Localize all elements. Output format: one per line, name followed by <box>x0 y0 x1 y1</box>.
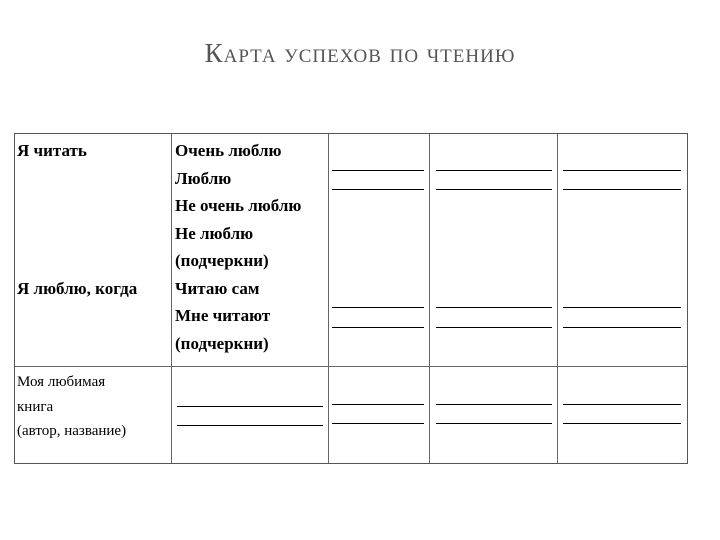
option-not-very-like: Не очень люблю <box>175 196 302 215</box>
answer-blank[interactable] <box>563 189 681 190</box>
answer-blank[interactable] <box>563 423 681 424</box>
favorite-book-label-line: (автор, название) <box>17 423 127 439</box>
option-dislike: Не люблю <box>175 223 254 243</box>
answer-blank[interactable] <box>436 327 552 328</box>
row-divider <box>15 366 687 367</box>
underline-hint: (подчеркни) <box>175 251 269 270</box>
answer-blank[interactable] <box>436 423 552 424</box>
underline-hint: (подчеркни) <box>175 333 269 353</box>
answer-blank[interactable] <box>563 327 681 328</box>
option-read-myself: Читаю сам <box>175 278 260 298</box>
answer-blank[interactable] <box>332 327 424 328</box>
answer-blank[interactable] <box>436 189 552 190</box>
answer-blank[interactable] <box>332 404 424 405</box>
column-divider <box>557 134 558 463</box>
answer-blank[interactable] <box>436 307 552 308</box>
answer-blank[interactable] <box>332 307 424 308</box>
answer-blank[interactable] <box>563 404 681 405</box>
answer-blank[interactable] <box>436 404 552 405</box>
column-divider <box>429 134 430 463</box>
answer-blank[interactable] <box>563 307 681 308</box>
answer-blank[interactable] <box>436 170 552 171</box>
row-label-love-when: Я люблю, когда <box>17 278 138 298</box>
book-blank[interactable] <box>177 425 323 426</box>
answer-blank[interactable] <box>332 189 424 190</box>
answer-blank[interactable] <box>332 170 424 171</box>
book-blank[interactable] <box>177 406 323 407</box>
reading-success-table <box>14 133 688 464</box>
page-title: Карта успехов по чтению <box>204 38 516 68</box>
option-read-to-me: Мне читают <box>175 306 271 325</box>
favorite-book-label-line: Моя любимая <box>17 374 106 390</box>
column-divider <box>171 134 172 463</box>
row-label-read: Я читать <box>17 141 87 160</box>
option-like: Люблю <box>175 168 232 188</box>
column-divider <box>328 134 329 463</box>
answer-blank[interactable] <box>332 423 424 424</box>
option-very-like: Очень люблю <box>175 141 282 160</box>
favorite-book-label-line: книга <box>17 398 54 415</box>
answer-blank[interactable] <box>563 170 681 171</box>
